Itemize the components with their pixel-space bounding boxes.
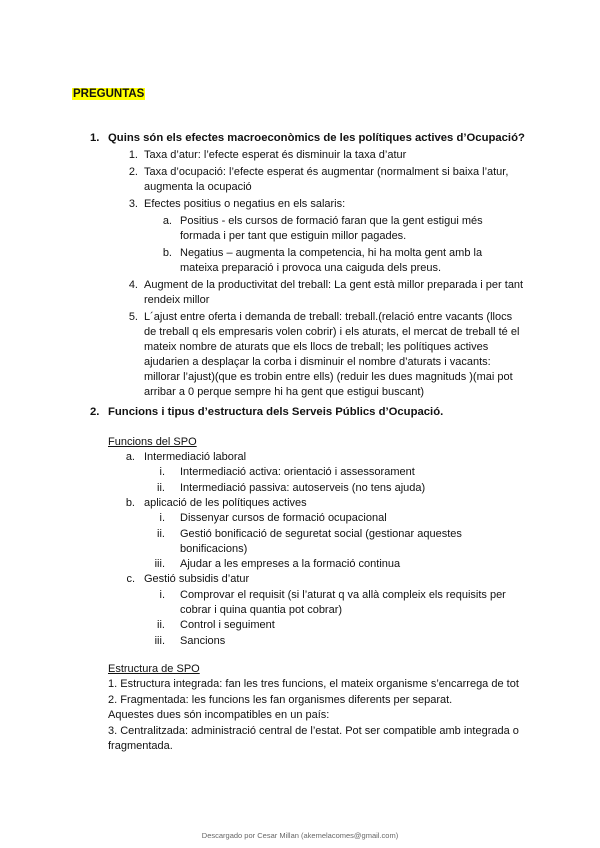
funcions-item-text: Intermediació activa: orientació i assessorament	[180, 466, 415, 479]
list-item-text: ajudarien a desplaçar la corba i disminuir el nombre d’aturats i vacants:	[144, 356, 491, 368]
list-item-text: mateixa preparació i provoca una caiguda dels preus.	[180, 262, 442, 274]
estructura-line: Aquestes dues són incompatibles en un país:	[108, 709, 330, 721]
estructura-line: 1. Estructura integrada: fan les tres funcions, el mateix organisme s’encarrega de tot	[108, 678, 519, 690]
funcions-item-number: ii.	[157, 481, 165, 494]
funcions-item-text: Control i seguiment	[180, 619, 275, 632]
estructura-line: fragmentada.	[108, 740, 173, 752]
funcions-item-text: cobrar i quina quantia pot cobrar)	[180, 604, 343, 616]
funcions-heading: Funcions del SPO	[108, 436, 197, 448]
list-item-text: augmenta la ocupació	[144, 181, 252, 193]
funcions-item-text: Intermediació passiva: autoserveis (no tens ajuda)	[180, 481, 426, 494]
question-2-title: Funcions i tipus d’estructura dels Serveis Públics d’Ocupació.	[108, 406, 444, 418]
list-item-number: 5.	[128, 311, 138, 323]
funcions-item-number: b.	[125, 496, 135, 509]
list-item-text: de treball q els empresaris volen cobrir) i els aturats, el mercat de treball té el	[144, 326, 520, 338]
list-item-number: 2.	[128, 166, 138, 178]
funcions-item-text: Dissenyar cursos de formació ocupacional	[180, 512, 387, 525]
list-item-number: 1.	[128, 149, 138, 161]
list-item-text: arribar a 0 perque sempre hi ha gent que estigui buscant)	[144, 386, 425, 398]
list-item-text: Positius - els cursos de formació faran que la gent estigui més	[180, 215, 483, 227]
funcions-item-number: iii.	[154, 634, 165, 647]
list-item-text: Augment de la productivitat del treball: La gent està millor preparada i per tant	[144, 279, 524, 291]
list-item-number: 4.	[128, 279, 138, 291]
funcions-item-text: Gestió bonificació de seguretat social (gestionar aquestes	[180, 527, 462, 540]
funcions-item-number: i.	[159, 512, 165, 525]
funcions-item-text: aplicació de les polítiques actives	[144, 496, 307, 509]
question-1-number: 1.	[90, 132, 100, 144]
list-item-number: b.	[162, 247, 172, 259]
list-item-text: Taxa d’atur: l’efecte esperat és disminuir la taxa d’atur	[144, 149, 407, 161]
list-item-number: 3.	[128, 198, 138, 210]
funcions-item-text: Gestió subsidis d’atur	[144, 573, 250, 586]
funcions-item-number: i.	[159, 588, 165, 601]
list-item-text: Negatius – augmenta la competencia, hi ha molta gent amb la	[180, 247, 483, 259]
question-1-title: Quins són els efectes macroeconòmics de les polítiques actives d’Ocupació?	[108, 132, 525, 144]
list-item-text: formada i per tant que estiguin millor pagades.	[180, 230, 407, 242]
estructura-line: 3. Centralitzada: administració central de l’estat. Pot ser compatible amb integrada o	[108, 724, 519, 737]
funcions-item-number: iii.	[154, 558, 165, 571]
funcions-item-text: Comprovar el requisit (si l’aturat q va allà compleix els requisits per	[180, 588, 506, 601]
page-heading: PREGUNTAS	[73, 88, 145, 100]
funcions-item-text: bonificacions)	[180, 542, 248, 555]
funcions-item-number: ii.	[157, 619, 165, 632]
list-item-text: Efectes positius o negatius en els salaris:	[144, 198, 346, 210]
funcions-item-number: c.	[126, 573, 135, 586]
funcions-item-text: Intermediació laboral	[144, 451, 247, 463]
list-item-number: a.	[162, 215, 172, 227]
list-item-text: mateix nombre de aturats que els llocs de treball; les polítiques actives	[144, 341, 489, 353]
funcions-item-text: Sancions	[180, 634, 226, 647]
list-item-text: millorar l’ajust)(que es trobin entre ells) (reduir les dues magnituds )(mai pot	[144, 371, 513, 383]
estructura-heading: Estructura de SPO	[108, 663, 200, 675]
download-footer: Descargado por Cesar Millan (akemelacomes@gmail.com)	[201, 831, 399, 840]
list-item-text: Taxa d’ocupació: l’efecte esperat és augmentar (normalment si baixa l’atur,	[144, 166, 509, 178]
question-2-number: 2.	[90, 406, 100, 418]
funcions-item-text: Ajudar a les empreses a la formació continua	[180, 558, 401, 571]
list-item-text: L´ajust entre oferta i demanda de treball: treball.(relació entre vacants (llocs	[144, 311, 513, 323]
funcions-item-number: i.	[159, 466, 165, 479]
funcions-item-number: ii.	[157, 527, 165, 540]
estructura-line: 2. Fragmentada: les funcions les fan organismes diferents per separat.	[108, 693, 453, 706]
list-item-text: rendeix millor	[144, 294, 210, 306]
funcions-item-number: a.	[125, 451, 135, 463]
